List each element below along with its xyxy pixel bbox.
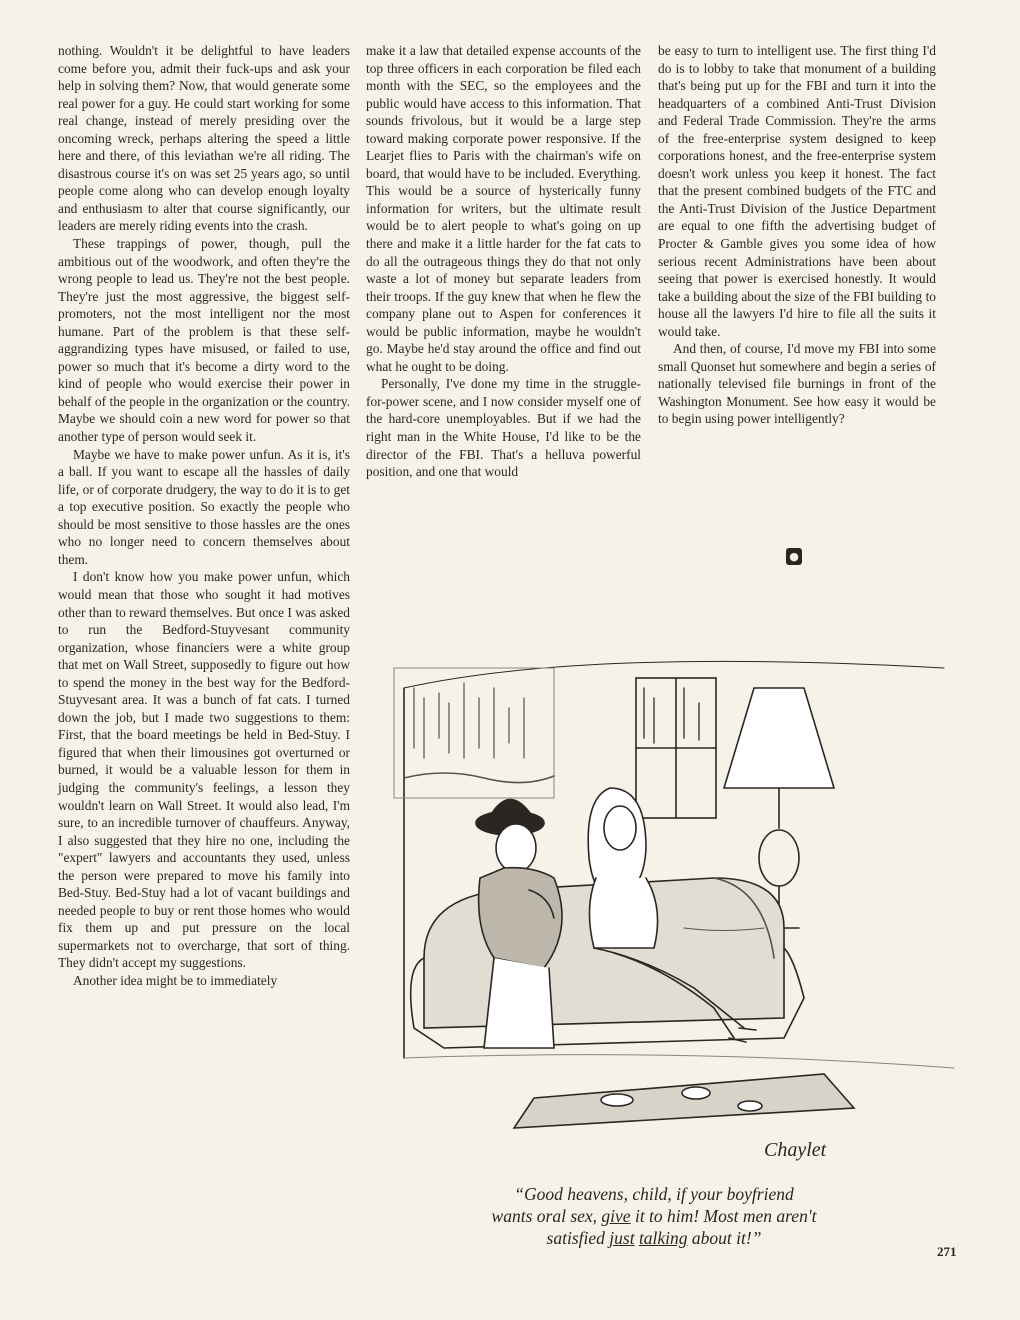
caption-line: “Good heavens, child, if your boyfriend <box>514 1184 794 1204</box>
article-column-1 <box>58 42 350 990</box>
caption-underlined: just <box>609 1228 635 1248</box>
caption-line: about it!” <box>687 1228 762 1248</box>
caption-line: satisfied <box>546 1228 610 1248</box>
paragraph: Maybe we have to make power unfun. As it is, it's a ball. If you want to escape all the hassles of daily life, or of corporate drudgery, the way to do it is to get a top executive position. So exactly the people who should be most sensitive to those hassles are the ones who no longer need to concern themselves about them. <box>58 446 350 567</box>
article-column-2 <box>366 42 641 481</box>
coffee-table <box>514 1074 854 1128</box>
paragraph: make it a law that detailed expense accounts of the top three officers in each corporation be filed each month with the SEC, so the employees and the public would have access to this information. That sounds frivolous, but it would be a large step toward making corporate power responsive. If the Learjet flies to Paris with the chairman's wife on board, that would have to be included. Everything. This would be a source of hysterically funny information for writers, but the ultimate result would be to alert people to what's going on up there and make it a little harder for the fat cats to do all the outrageous things they do that not only waste a lot of money but separate leaders from their troops. If the guy knew that when he flew the company plane out to Aspen for conferences it would be public information, maybe he wouldn't go. Maybe he'd stay around the office and find out what he ought to be doing. <box>366 43 641 374</box>
window <box>636 678 716 818</box>
older-woman <box>476 800 562 1049</box>
cartoon-signature: Chaylet <box>764 1139 827 1161</box>
paragraph: be easy to turn to intelligent use. The first thing I'd do is to lobby to take that monument of a building that's being put up for the FBI and turn it into the headquarters of a combined Anti-Trust Division and Federal Trade Commission. They're the arms of the free-enterprise system designed to keep corporations honest, and the free-enterprise system doesn't work unless you keep it honest. The fact that the present combined budgets of the FTC and the Anti-Trust Division of the Justice Department are equal to one fifth the advertising budget of Procter & Gamble gives you some idea of how serious recent Administrations have been about seeing that power is exercised honestly. It would take a building about the size of the FBI building to house all the lawyers I'd hire to file all the suits it would take. <box>658 43 936 339</box>
page-number: 271 <box>937 1244 957 1259</box>
paragraph: nothing. Wouldn't it be delightful to have leaders come before you, admit their fuck-ups and ask your help in solving them? Now, that would generate some real power for a guy. He could start working for some real change, instead of merely presiding over the oncoming wreck, perhaps altering the speed a little here and there, of this leviathan we're all riding. The disastrous course it's on was set 25 years ago, so until people come along who can develop enough loyalty and enthusiasm to alter that course significantly, our leaders are merely riding events into the crash. <box>58 43 350 234</box>
cartoon-illustration <box>384 628 956 1168</box>
cartoon-caption <box>444 1183 864 1249</box>
caption-line: it to him! Most men aren't <box>630 1206 817 1226</box>
wall-painting <box>394 668 554 798</box>
paragraph: These trappings of power, though, pull the ambitious out of the woodwork, and often they're the wrong people to lead us. They're not the best people. They're just the most aggressive, the biggest self-promoters, not the most intelligent nor the most humane. Part of the problem is that these self-aggrandizing types have misused, or failed to use, power so much that it's become a dirty word to the kind of people who would exercise their power in behalf of the people in the organization or the country. Maybe we should coin a new word for power so that another type of person would seek it. <box>58 236 350 445</box>
paragraph: I don't know how you make power unfun, which would mean that those who sought it had motives other than to reward themselves. But once I was asked to run the Bedford-Stuyvesant community organization, whose financiers were a white group that met on Wall Street, supposedly to figure out how to spend the money in the best way for the Bedford-Stuyvesant area. It was a bunch of fat cats. I turned down the job, but I made two suggestions to them: First, that the board meetings be held in Bed-Stuy. I figured that when their limousines got overturned or burned, it would be a valuable lesson for them in judging the community's feelings, a lesson they wouldn't learn on Wall Street. It would also lead, I'm sure, to an incredible turnover of chauffeurs. Anyway, I also suggested that they hire no one, including the "expert" lawyers and accountants they used, unless the person were prepared to move his family into Bed-Stuy. Bed-Stuy had a lot of vacant buildings and needed people to buy or rent those homes who would fix them up and put pressure on the local supermarkets not to overcharge, that sort of thing. They didn't accept my suggestions. <box>58 569 350 971</box>
caption-underlined: give <box>601 1206 631 1226</box>
paragraph: Another idea might be to immediately <box>73 972 278 988</box>
caption-line: wants oral sex, <box>491 1206 602 1226</box>
article-column-3 <box>658 42 936 428</box>
caption-underlined: talking <box>638 1228 688 1248</box>
end-mark-icon: ● <box>786 548 802 565</box>
paragraph: And then, of course, I'd move my FBI into some small Quonset hut somewhere and begin a series of nationally televised file burnings in front of the Washington Monument. See how easy it would be to begin using power intelligently? <box>658 341 936 427</box>
paragraph: Personally, I've done my time in the struggle-for-power scene, and I now consider myself one of the hard-core unemployables. But if we had the right man in the White House, I'd like to be the director of the FBI. That's a helluva powerful position, and one that would <box>366 376 641 480</box>
